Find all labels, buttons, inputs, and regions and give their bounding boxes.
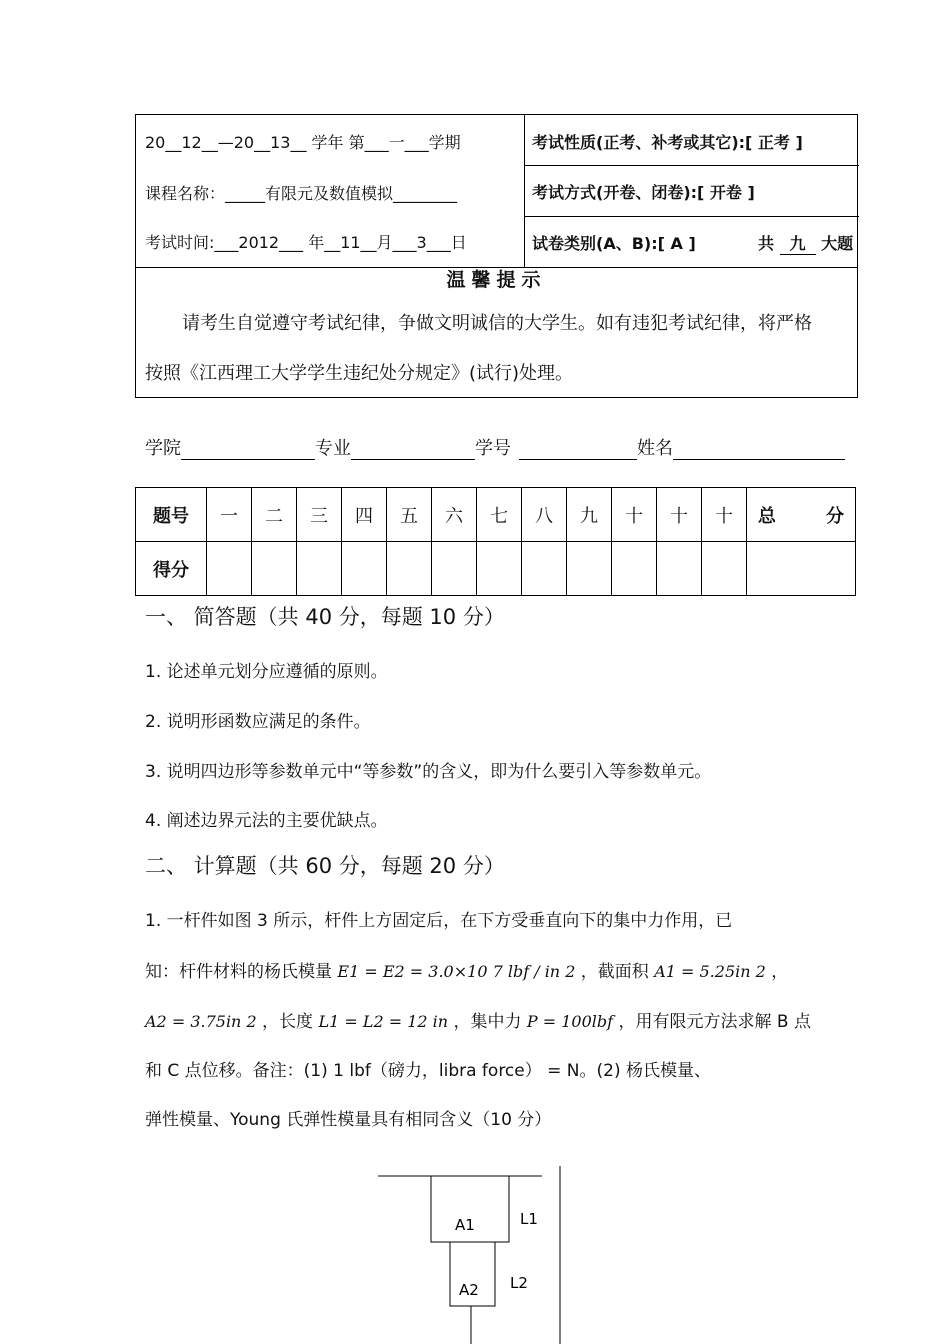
length-formula: L1 = L2 = 12 in (318, 1012, 449, 1031)
paper-type: 试卷类别(A、B):[ A ] (532, 234, 696, 253)
area-a2-formula: A2 = 3.75in 2 (145, 1012, 257, 1031)
score-cell[interactable] (387, 542, 432, 596)
score-cell[interactable] (297, 542, 342, 596)
text-segment: ，截面积 (580, 962, 649, 982)
label-l1: L1 (520, 1210, 538, 1228)
exam-time: 考试时间:___2012___ 年__11__月___3___日 (145, 233, 467, 252)
header-right-divider-1 (524, 165, 859, 166)
question-number-label: 题号 (136, 488, 207, 542)
total-label-1: 共 (758, 234, 775, 253)
total-score-label: 总 分 (747, 488, 856, 542)
notice-line-2: 按照《江西理工大学学生违纪处分规定》(试行)处理。 (145, 363, 574, 384)
area-a1-formula: A1 = 5.25in 2 (654, 962, 766, 981)
major-blank[interactable] (351, 441, 475, 460)
question-1-3: 3. 说明四边形等参数单元中“等参数”的含义，即为什么要引入等参数单元。 (145, 762, 712, 782)
col-10: 十 (612, 488, 657, 542)
col-5: 五 (387, 488, 432, 542)
col-7: 七 (477, 488, 522, 542)
section-1-title: 一、 简答题（共 40 分，每题 10 分） (145, 605, 505, 629)
question-1-2: 2. 说明形函数应满足的条件。 (145, 712, 371, 732)
section-2-title: 二、 计算题（共 60 分，每题 20 分） (145, 854, 505, 878)
bar-diagram-figure (370, 1160, 570, 1344)
col-4: 四 (342, 488, 387, 542)
score-label: 得分 (136, 542, 207, 596)
academic-year: 20__12__—20__13__ 学年 第___一___学期 (145, 133, 461, 152)
score-table-header-row (136, 488, 856, 542)
col-1: 一 (207, 488, 252, 542)
score-cell[interactable] (567, 542, 612, 596)
college-label: 学院 (145, 438, 181, 459)
label-l2: L2 (510, 1274, 528, 1292)
col-9: 九 (567, 488, 612, 542)
label-a1: A1 (455, 1216, 475, 1234)
text-segment: ，用有限元方法求解 B 点 (618, 1012, 811, 1032)
question-2-1-line-1: 1. 一杆件如图 3 所示，杆件上方固定后，在下方受垂直向下的集中力作用，已 (145, 911, 733, 931)
col-3: 三 (297, 488, 342, 542)
total-score-cell[interactable] (747, 542, 856, 596)
exam-header-box (135, 114, 858, 398)
notice-line-1: 请考生自觉遵守考试纪律，争做文明诚信的大学生。如有违犯考试纪律，将严格 (182, 313, 812, 334)
question-2-1-line-4: 和 C 点位移。备注：(1) 1 lbf（磅力，libra force） = N。(2) 杨氏模量、 (145, 1061, 711, 1081)
text-segment: 知：杆件材料的杨氏模量 (145, 962, 332, 982)
name-blank[interactable] (673, 441, 845, 460)
total-questions (758, 231, 853, 255)
score-table (135, 487, 856, 596)
exam-mode: 考试方式(开卷、闭卷):[ 开卷 ] (532, 183, 755, 202)
score-cell[interactable] (342, 542, 387, 596)
question-2-1-line-5: 弹性模量、Young 氏弹性模量具有相同含义（10 分） (145, 1110, 552, 1130)
score-cell[interactable] (477, 542, 522, 596)
college-blank[interactable] (181, 441, 315, 460)
score-cell[interactable] (702, 542, 747, 596)
text-segment: ，集中力 (453, 1012, 522, 1032)
score-cell[interactable] (432, 542, 477, 596)
course-name: 课程名称：_____有限元及数值模拟________ (145, 184, 458, 203)
youngs-modulus-formula: E1 = E2 = 3.0×10 7 lbf / in 2 (337, 962, 576, 981)
score-cell[interactable] (657, 542, 702, 596)
col-12: 十 (702, 488, 747, 542)
force-formula: P = 100lbf (526, 1012, 614, 1031)
col-8: 八 (522, 488, 567, 542)
header-right-divider-2 (524, 216, 859, 217)
col-6: 六 (432, 488, 477, 542)
exam-nature: 考试性质(正考、补考或其它):[ 正考 ] (532, 133, 803, 152)
text-segment: ， (771, 962, 789, 982)
major-label: 专业 (315, 438, 351, 459)
question-1-4: 4. 阐述边界元法的主要优缺点。 (145, 811, 388, 831)
name-label: 姓名 (637, 438, 673, 459)
header-divider-vertical (524, 115, 525, 267)
score-cell[interactable] (612, 542, 657, 596)
score-cell[interactable] (207, 542, 252, 596)
total-label-2: 大题 (821, 234, 854, 253)
question-1-1: 1. 论述单元划分应遵循的原则。 (145, 662, 388, 682)
col-2: 二 (252, 488, 297, 542)
score-cell[interactable] (522, 542, 567, 596)
notice-title: 温馨提示 (446, 269, 547, 291)
question-2-1-line-3 (145, 1007, 811, 1032)
label-a2: A2 (459, 1281, 479, 1299)
student-id-blank[interactable] (519, 441, 637, 460)
total-value: 九 (780, 231, 816, 255)
col-11: 十 (657, 488, 702, 542)
student-id-label: 学号 (475, 438, 511, 459)
question-2-1-line-2 (145, 957, 788, 982)
student-info-fields (145, 434, 845, 460)
score-cell[interactable] (252, 542, 297, 596)
score-table-score-row (136, 542, 856, 596)
text-segment: ，长度 (262, 1012, 314, 1032)
